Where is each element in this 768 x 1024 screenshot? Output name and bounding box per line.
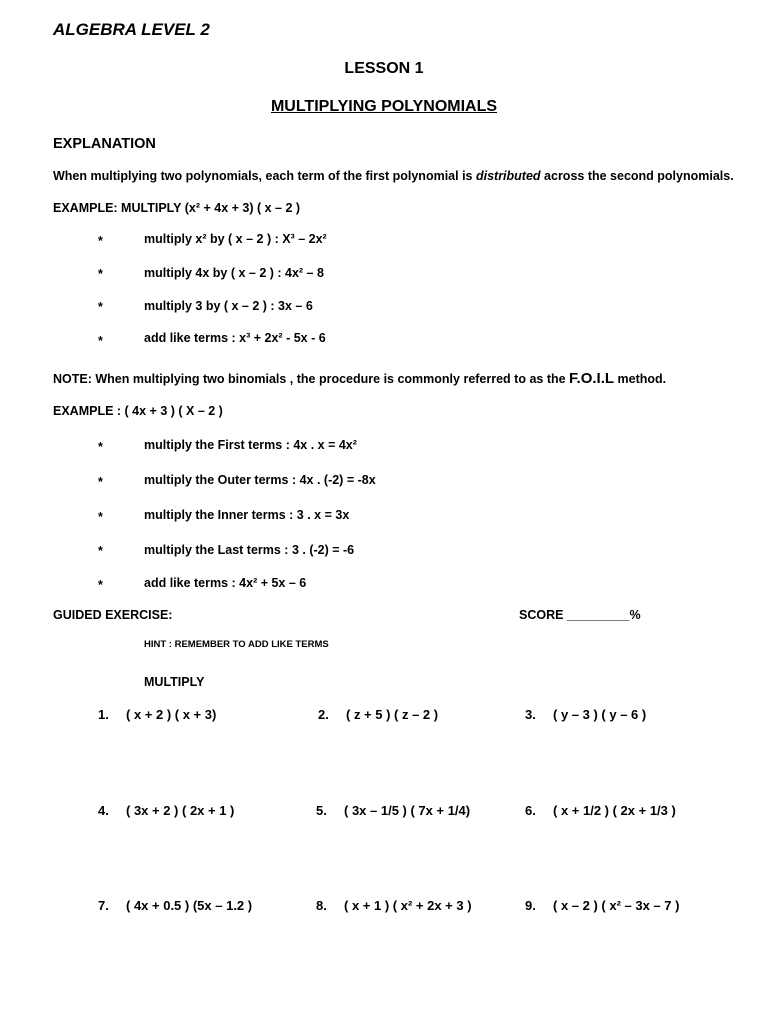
bullet: * <box>98 475 103 489</box>
problem-number: 1. <box>98 707 109 722</box>
example2-step-3: multiply the Inner terms : 3 . x = 3x <box>144 508 350 522</box>
problem-number: 4. <box>98 803 109 818</box>
bullet: * <box>98 578 103 592</box>
foil-term: F.O.I.L <box>569 370 615 387</box>
lesson-number: LESSON 1 <box>344 60 424 77</box>
score-field: SCORE _________% <box>519 608 641 622</box>
problem-expression: ( 4x + 0.5 ) (5x – 1.2 ) <box>126 898 253 913</box>
multiply-label: MULTIPLY <box>144 675 205 689</box>
problem-number: 6. <box>525 803 536 818</box>
example1-step-1: multiply x² by ( x – 2 ) : X³ – 2x² <box>144 232 327 246</box>
problem-number: 9. <box>525 898 536 913</box>
problem-number: 7. <box>98 898 109 913</box>
guided-exercise-label: GUIDED EXERCISE: <box>53 608 173 622</box>
problem-number: 8. <box>316 898 327 913</box>
problem-expression: ( x + 2 ) ( x + 3) <box>126 707 217 722</box>
page-title <box>0 98 768 116</box>
example2-step-1: multiply the First terms : 4x . x = 4x² <box>144 438 357 452</box>
bullet: * <box>98 267 103 281</box>
problem-9 <box>525 898 679 913</box>
foil-note <box>53 370 666 387</box>
bullet: * <box>98 544 103 558</box>
problem-2 <box>318 707 438 722</box>
intro-pre: When multiplying two polynomials, each term of the first polynomial is <box>53 169 476 183</box>
hint-text: HINT : REMEMBER TO ADD LIKE TERMS <box>144 639 329 650</box>
bullet: * <box>98 510 103 524</box>
intro-post: across the second polynomials. <box>540 169 734 183</box>
problem-expression: ( x + 1/2 ) ( 2x + 1/3 ) <box>553 803 676 818</box>
topic-title: MULTIPLYING POLYNOMIALS <box>270 98 498 115</box>
section-heading: EXPLANATION <box>53 136 156 152</box>
bullet: * <box>98 334 103 348</box>
problem-1 <box>98 707 216 722</box>
problem-expression: ( y – 3 ) ( y – 6 ) <box>553 707 647 722</box>
intro-italic: distributed <box>475 169 541 183</box>
problem-number: 2. <box>318 707 329 722</box>
course-title: ALGEBRA LEVEL 2 <box>53 20 210 39</box>
problem-7 <box>98 898 252 913</box>
problem-5 <box>316 803 470 818</box>
example2-label: EXAMPLE : ( 4x + 3 ) ( X – 2 ) <box>53 404 223 418</box>
problem-3 <box>525 707 646 722</box>
intro-paragraph <box>53 169 734 183</box>
problem-expression: ( 3x – 1/5 ) ( 7x + 1/4) <box>344 803 471 818</box>
problem-6 <box>525 803 676 818</box>
example1-step-3: multiply 3 by ( x – 2 ) : 3x – 6 <box>144 299 313 313</box>
example2-step-5: add like terms : 4x² + 5x – 6 <box>144 576 307 590</box>
example2-step-4: multiply the Last terms : 3 . (-2) = -6 <box>144 543 355 557</box>
problem-expression: ( x + 1 ) ( x² + 2x + 3 ) <box>344 898 472 913</box>
note-post: method. <box>614 372 667 386</box>
bullet: * <box>98 234 103 248</box>
bullet: * <box>98 440 103 454</box>
note-pre: NOTE: When multiplying two binomials , the procedure is commonly referred to as the <box>53 372 570 386</box>
problem-number: 3. <box>525 707 536 722</box>
example1-step-2: multiply 4x by ( x – 2 ) : 4x² – 8 <box>144 266 324 280</box>
problem-expression: ( z + 5 ) ( z – 2 ) <box>346 707 439 722</box>
example1-step-4: add like terms : x³ + 2x² - 5x - 6 <box>144 331 326 345</box>
example2-step-2: multiply the Outer terms : 4x . (-2) = -8x <box>144 473 376 487</box>
problem-8 <box>316 898 472 913</box>
problem-number: 5. <box>316 803 327 818</box>
problem-expression: ( 3x + 2 ) ( 2x + 1 ) <box>126 803 235 818</box>
bullet: * <box>98 300 103 314</box>
example1-label: EXAMPLE: MULTIPLY (x² + 4x + 3) ( x – 2 ) <box>53 201 301 215</box>
problem-4 <box>98 803 234 818</box>
problem-expression: ( x – 2 ) ( x² – 3x – 7 ) <box>553 898 680 913</box>
